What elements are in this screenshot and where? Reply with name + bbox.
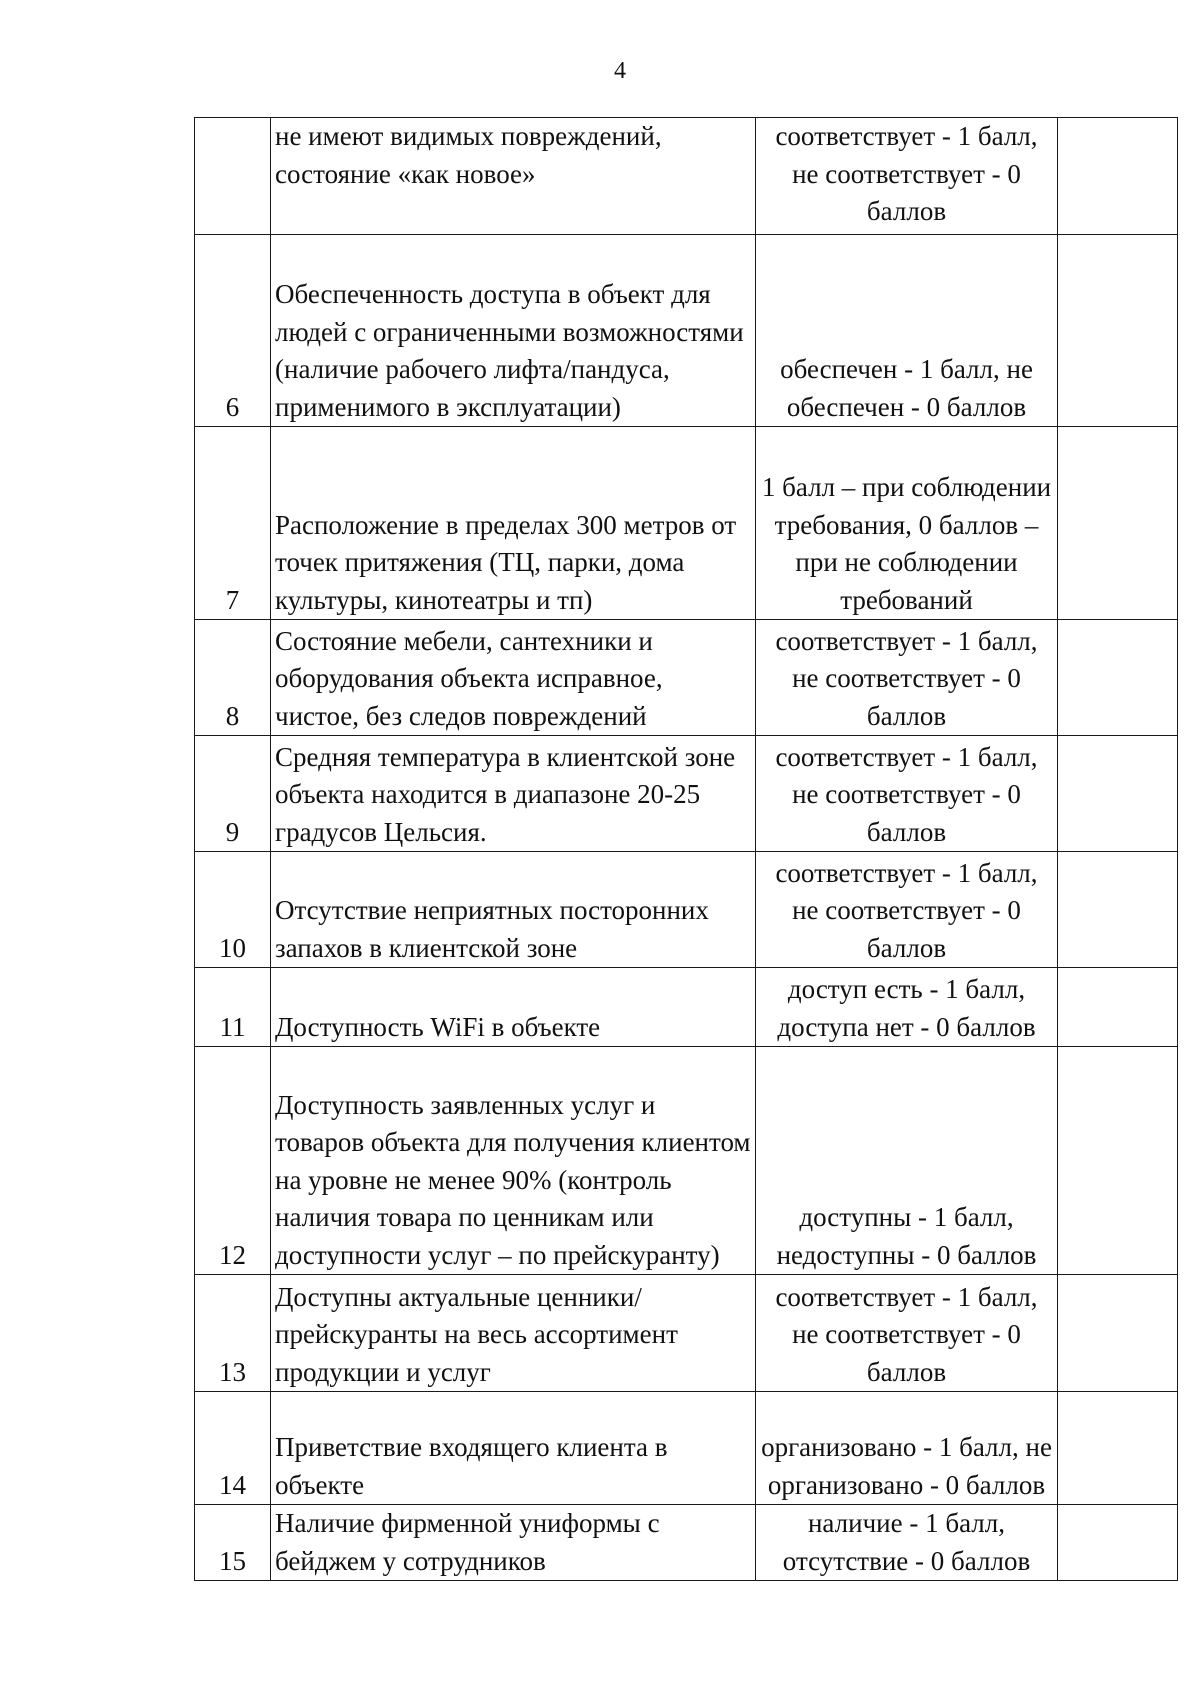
scoring-rule: организовано - 1 балл, не организовано - 0 баллов [756,1392,1058,1505]
result-cell [1058,235,1178,427]
result-cell [1058,852,1178,968]
scoring-rule: доступны - 1 балл, недоступны - 0 баллов [756,1047,1058,1275]
result-cell [1058,968,1178,1047]
result-cell [1058,1505,1178,1581]
scoring-rule: 1 балл – при соблюдении требования, 0 баллов – при не соблюдении требований [756,427,1058,620]
criteria-table [194,117,1178,1581]
criterion-text: Доступность WiFi в объекте [271,968,756,1047]
scoring-rule: обеспечен - 1 балл, не обеспечен - 0 баллов [756,235,1058,427]
scoring-rule: соответствует - 1 балл, не соответствует - 0 баллов [756,1275,1058,1392]
result-cell [1058,427,1178,620]
criterion-text: Состояние мебели, сантехники и оборудования объекта исправное, чистое, без следов повреждений [271,620,756,736]
result-cell [1058,620,1178,736]
scoring-rule: соответствует - 1 балл, не соответствует - 0 баллов [756,736,1058,852]
criterion-text: Отсутствие неприятных посторонних запахов в клиентской зоне [271,852,756,968]
result-cell [1058,736,1178,852]
criterion-text: Приветствие входящего клиента в объекте [271,1392,756,1505]
table-row [195,1047,1178,1275]
row-number: 6 [195,235,271,427]
row-number: 12 [195,1047,271,1275]
result-cell [1058,1047,1178,1275]
criterion-text: не имеют видимых повреждений, состояние «как новое» [271,118,756,235]
scoring-rule: соответствует - 1 балл, не соответствует - 0 баллов [756,852,1058,968]
row-number: 11 [195,968,271,1047]
page-number: 4 [614,58,626,84]
criterion-text: Доступны актуальные ценники/прейскуранты на весь ассортимент продукции и услуг [271,1275,756,1392]
table-row [195,427,1178,620]
criterion-text: Доступность заявленных услуг и товаров объекта для получения клиентом на уровне не менее 90% (контроль наличия товара по ценникам или доступности услуг – по прейскуранту) [271,1047,756,1275]
table-row [195,235,1178,427]
row-number: 14 [195,1392,271,1505]
result-cell [1058,1392,1178,1505]
table-row [195,852,1178,968]
scoring-rule: доступ есть - 1 балл, доступа нет - 0 баллов [756,968,1058,1047]
criterion-text: Средняя температура в клиентской зоне объекта находится в диапазоне 20-25 градусов Цельсия. [271,736,756,852]
table-row [195,1275,1178,1392]
scoring-rule: соответствует - 1 балл, не соответствует - 0 баллов [756,118,1058,235]
row-number: 13 [195,1275,271,1392]
criterion-text: Расположение в пределах 300 метров от точек притяжения (ТЦ, парки, дома культуры, кинотеатры и тп) [271,427,756,620]
scoring-rule: соответствует - 1 балл, не соответствует - 0 баллов [756,620,1058,736]
criterion-text: Обеспеченность доступа в объект для людей с ограниченными возможностями (наличие рабочего лифта/пандуса, применимого в эксплуатации) [271,235,756,427]
row-number: 8 [195,620,271,736]
row-number [195,118,271,235]
table-row [195,736,1178,852]
row-number: 10 [195,852,271,968]
table-row [195,1505,1178,1581]
scoring-rule: наличие - 1 балл, отсутствие - 0 баллов [756,1505,1058,1581]
criterion-text: Наличие фирменной униформы с бейджем у сотрудников [271,1505,756,1581]
row-number: 7 [195,427,271,620]
row-number: 15 [195,1505,271,1581]
result-cell [1058,118,1178,235]
table-row [195,968,1178,1047]
table-row [195,118,1178,235]
table-row [195,620,1178,736]
result-cell [1058,1275,1178,1392]
table-row [195,1392,1178,1505]
row-number: 9 [195,736,271,852]
